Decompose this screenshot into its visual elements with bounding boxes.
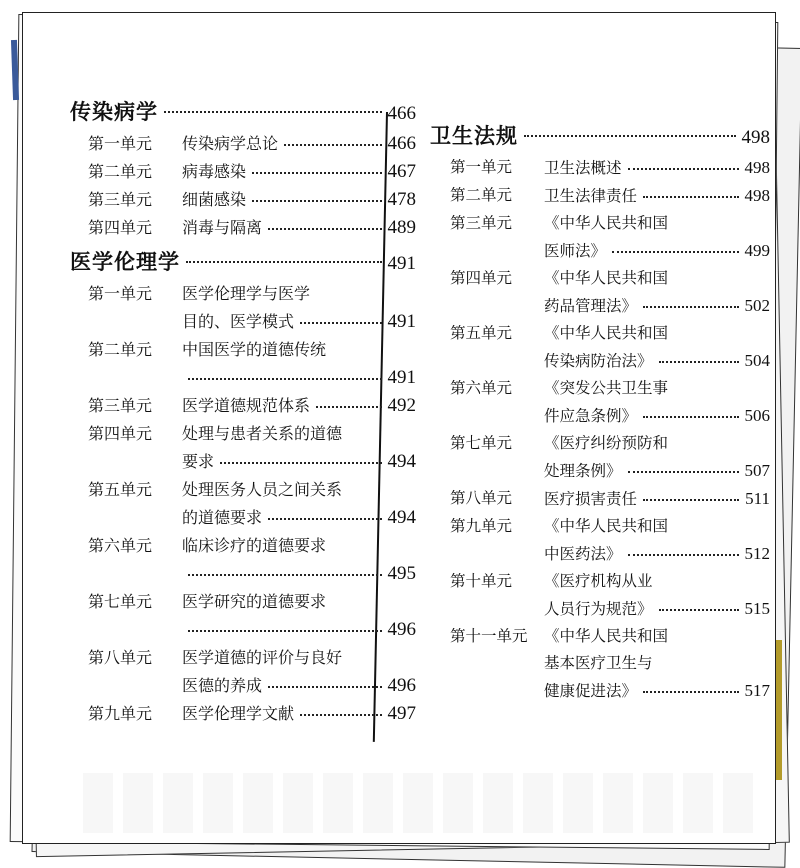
dot-leader xyxy=(643,690,738,693)
entry-page-number: 496 xyxy=(387,675,416,696)
toc-entry xyxy=(430,430,770,485)
chapter-page-number: 491 xyxy=(387,253,416,274)
toc-entry xyxy=(430,265,770,320)
entry-body xyxy=(182,420,416,476)
entry-body xyxy=(544,430,770,485)
unit-label: 第五单元 xyxy=(450,324,513,342)
unit-label: 第四单元 xyxy=(88,218,153,237)
unit-label: 第八单元 xyxy=(450,489,513,507)
unit-label: 第八单元 xyxy=(88,648,153,667)
entry-page-number: 478 xyxy=(387,189,416,210)
entry-title: 处理医务人员之间关系 xyxy=(182,480,343,499)
toc-entry xyxy=(70,158,416,186)
unit-label: 第一单元 xyxy=(88,134,153,153)
entry-page-number: 497 xyxy=(387,703,416,724)
entry-title: 《医疗机构从业 xyxy=(544,572,653,590)
dot-leader xyxy=(316,405,381,408)
entry-title: 人员行为规范》 xyxy=(544,600,653,618)
toc-entry xyxy=(430,182,770,210)
entry-page-number: 506 xyxy=(744,406,770,425)
toc-entry xyxy=(70,186,416,214)
entry-body xyxy=(544,182,770,210)
toc-entry xyxy=(430,513,770,568)
unit-label: 第一单元 xyxy=(88,284,153,303)
dot-leader xyxy=(643,415,738,418)
entry-line xyxy=(544,677,770,705)
entry-line xyxy=(182,476,416,504)
entry-page-number: 492 xyxy=(387,395,416,416)
chapter-heading xyxy=(430,120,770,150)
dot-leader xyxy=(659,360,739,363)
entry-line xyxy=(182,186,416,214)
entry-title: 传染病学总论 xyxy=(182,134,279,153)
entry-page-number: 466 xyxy=(387,133,416,154)
entry-line xyxy=(182,364,416,392)
entry-title: 细菌感染 xyxy=(182,190,247,209)
entry-body xyxy=(544,568,770,623)
entry-line xyxy=(544,485,770,513)
dot-leader xyxy=(524,134,736,137)
entry-line xyxy=(544,292,770,320)
entry-title: 医学伦理学文献 xyxy=(182,704,295,723)
chapter-title: 传染病学 xyxy=(70,100,158,124)
dot-leader xyxy=(284,143,381,146)
entry-title: 中医药法》 xyxy=(544,545,622,563)
entry-page-number: 491 xyxy=(387,311,416,332)
entry-title: 件应急条例》 xyxy=(544,407,638,425)
chapter-page-number: 498 xyxy=(741,127,770,148)
unit-label: 第二单元 xyxy=(88,162,153,181)
entry-body xyxy=(182,700,416,728)
entry-line xyxy=(182,588,416,616)
entry-body xyxy=(182,186,416,214)
entry-title: 医疗损害责任 xyxy=(544,490,638,508)
entry-title: 药品管理法》 xyxy=(544,297,638,315)
entry-body xyxy=(182,392,416,420)
entry-line xyxy=(544,402,770,430)
entry-line xyxy=(544,457,770,485)
dot-leader xyxy=(643,195,738,198)
unit-label: 第一单元 xyxy=(450,158,513,176)
entry-line xyxy=(544,513,770,540)
entry-title: 医师法》 xyxy=(544,242,607,260)
entry-title: 传染病防治法》 xyxy=(544,352,653,370)
entry-title: 《中华人民共和国 xyxy=(544,627,669,645)
entry-page-number: 491 xyxy=(387,367,416,388)
entry-line xyxy=(182,336,416,364)
toc-entry xyxy=(430,568,770,623)
entry-line xyxy=(182,532,416,560)
unit-label: 第九单元 xyxy=(88,704,153,723)
entry-body xyxy=(544,623,770,705)
toc-entry xyxy=(70,476,416,532)
entry-page-number: 498 xyxy=(744,158,770,177)
entry-page-number: 515 xyxy=(744,599,770,618)
toc-entry xyxy=(430,375,770,430)
dot-leader xyxy=(659,608,739,611)
entry-page-number: 499 xyxy=(744,241,770,260)
entry-title: 医学道德规范体系 xyxy=(182,396,311,415)
entry-line xyxy=(182,644,416,672)
entry-line xyxy=(182,616,416,644)
entry-body xyxy=(544,210,770,265)
unit-label: 第三单元 xyxy=(450,214,513,232)
dot-leader xyxy=(268,685,381,688)
entry-page-number: 496 xyxy=(387,619,416,640)
unit-label: 第二单元 xyxy=(450,186,513,204)
unit-label: 第六单元 xyxy=(450,379,513,397)
entry-body xyxy=(182,280,416,336)
toc-entry xyxy=(430,320,770,375)
toc-column-left xyxy=(70,96,416,728)
entry-page-number: 504 xyxy=(744,351,770,370)
entry-line xyxy=(544,320,770,347)
dot-leader xyxy=(252,171,381,174)
toc-entry xyxy=(70,130,416,158)
entry-body xyxy=(544,513,770,568)
faded-text-area xyxy=(83,773,763,833)
entry-page-number: 502 xyxy=(744,296,770,315)
dot-leader xyxy=(220,461,381,464)
entry-title: 卫生法概述 xyxy=(544,159,622,177)
entry-line xyxy=(182,280,416,308)
entry-title: 《突发公共卫生事 xyxy=(544,379,669,397)
entry-title: 医学研究的道德要求 xyxy=(182,592,327,611)
entry-body xyxy=(182,476,416,532)
entry-line xyxy=(182,560,416,588)
unit-label: 第五单元 xyxy=(88,480,153,499)
entry-line xyxy=(544,375,770,402)
entry-body xyxy=(182,532,416,588)
dot-leader xyxy=(628,553,739,556)
dot-leader xyxy=(643,305,738,308)
entry-line xyxy=(182,214,416,242)
entry-page-number: 517 xyxy=(744,681,770,700)
entry-title: 处理条例》 xyxy=(544,462,622,480)
entry-page-number: 511 xyxy=(745,489,770,508)
entry-title: 目的、医学模式 xyxy=(182,312,295,331)
entry-body xyxy=(544,154,770,182)
entry-line xyxy=(544,237,770,265)
entry-title: 基本医疗卫生与 xyxy=(544,654,653,672)
chapter-page-number: 466 xyxy=(387,103,416,124)
entry-line xyxy=(544,595,770,623)
unit-label: 第七单元 xyxy=(88,592,153,611)
unit-label: 第三单元 xyxy=(88,190,153,209)
dot-leader xyxy=(268,227,381,230)
entry-line xyxy=(544,182,770,210)
unit-label: 第二单元 xyxy=(88,340,153,359)
toc-entry xyxy=(70,392,416,420)
entry-title: 临床诊疗的道德要求 xyxy=(182,536,327,555)
entry-line xyxy=(182,504,416,532)
entry-line xyxy=(544,347,770,375)
unit-label: 第六单元 xyxy=(88,536,153,555)
entry-line xyxy=(182,420,416,448)
entry-title: 的道德要求 xyxy=(182,508,263,527)
entry-body xyxy=(544,320,770,375)
toc-entry xyxy=(70,420,416,476)
entry-body xyxy=(182,644,416,700)
entry-line xyxy=(544,154,770,182)
unit-label: 第四单元 xyxy=(450,269,513,287)
unit-label: 第三单元 xyxy=(88,396,153,415)
entry-title: 处理与患者关系的道德 xyxy=(182,424,343,443)
dot-leader xyxy=(188,573,382,576)
entry-page-number: 494 xyxy=(387,451,416,472)
entry-title: 《中华人民共和国 xyxy=(544,269,669,287)
entry-line xyxy=(544,568,770,595)
entry-page-number: 498 xyxy=(744,186,770,205)
dot-leader xyxy=(188,629,382,632)
entry-body xyxy=(544,375,770,430)
chapter-title: 医学伦理学 xyxy=(70,250,180,274)
entry-line xyxy=(544,623,770,650)
dot-leader xyxy=(628,167,739,170)
entry-body xyxy=(182,130,416,158)
entry-body xyxy=(182,588,416,644)
dot-leader xyxy=(164,110,382,113)
entry-title: 中国医学的道德传统 xyxy=(182,340,327,359)
entry-line xyxy=(544,650,770,677)
entry-line xyxy=(182,158,416,186)
toc-entry xyxy=(70,532,416,588)
toc-entry xyxy=(70,280,416,336)
toc-entry xyxy=(430,154,770,182)
chapter-title: 卫生法规 xyxy=(430,124,518,148)
entry-title: 《中华人民共和国 xyxy=(544,214,669,232)
entry-body xyxy=(544,265,770,320)
entry-title: 《中华人民共和国 xyxy=(544,517,669,535)
entry-body xyxy=(182,336,416,392)
entry-body xyxy=(544,485,770,513)
toc-column-right xyxy=(430,120,770,705)
entry-title: 要求 xyxy=(182,452,215,471)
dot-leader xyxy=(188,377,382,380)
entry-title: 病毒感染 xyxy=(182,162,247,181)
entry-title: 《中华人民共和国 xyxy=(544,324,669,342)
chapter-heading xyxy=(70,96,416,126)
entry-line xyxy=(182,392,416,420)
entry-line xyxy=(182,130,416,158)
dot-leader xyxy=(612,250,738,253)
toc-entry xyxy=(430,623,770,705)
entry-line xyxy=(544,540,770,568)
unit-label: 第九单元 xyxy=(450,517,513,535)
toc-entry xyxy=(70,644,416,700)
dot-leader xyxy=(628,470,739,473)
dot-leader xyxy=(268,517,381,520)
toc-entry xyxy=(70,336,416,392)
toc-entry xyxy=(70,214,416,242)
entry-line xyxy=(182,672,416,700)
dot-leader xyxy=(643,498,739,501)
entry-line xyxy=(544,210,770,237)
entry-page-number: 467 xyxy=(387,161,416,182)
entry-page-number: 507 xyxy=(744,461,770,480)
entry-title: 医学道德的评价与良好 xyxy=(182,648,343,667)
dot-leader xyxy=(186,260,382,263)
entry-page-number: 495 xyxy=(387,563,416,584)
dot-leader xyxy=(300,713,381,716)
toc-entry xyxy=(430,485,770,513)
entry-title: 《医疗纠纷预防和 xyxy=(544,434,669,452)
entry-title: 卫生法律责任 xyxy=(544,187,638,205)
toc-entry xyxy=(430,210,770,265)
entry-line xyxy=(182,308,416,336)
entry-body xyxy=(182,158,416,186)
entry-line xyxy=(544,265,770,292)
entry-title: 消毒与隔离 xyxy=(182,218,263,237)
entry-line xyxy=(182,448,416,476)
unit-label: 第十一单元 xyxy=(450,627,528,645)
entry-line xyxy=(182,700,416,728)
entry-line xyxy=(544,430,770,457)
unit-label: 第七单元 xyxy=(450,434,513,452)
unit-label: 第四单元 xyxy=(88,424,153,443)
entry-title: 健康促进法》 xyxy=(544,682,638,700)
entry-title: 医学伦理学与医学 xyxy=(182,284,311,303)
toc-entry xyxy=(70,700,416,728)
chapter-heading xyxy=(70,246,416,276)
unit-label: 第十单元 xyxy=(450,572,513,590)
entry-body xyxy=(182,214,416,242)
entry-page-number: 494 xyxy=(387,507,416,528)
entry-page-number: 489 xyxy=(387,217,416,238)
entry-page-number: 512 xyxy=(744,544,770,563)
entry-title: 医德的养成 xyxy=(182,676,263,695)
dot-leader xyxy=(300,321,381,324)
dot-leader xyxy=(252,199,381,202)
toc-entry xyxy=(70,588,416,644)
